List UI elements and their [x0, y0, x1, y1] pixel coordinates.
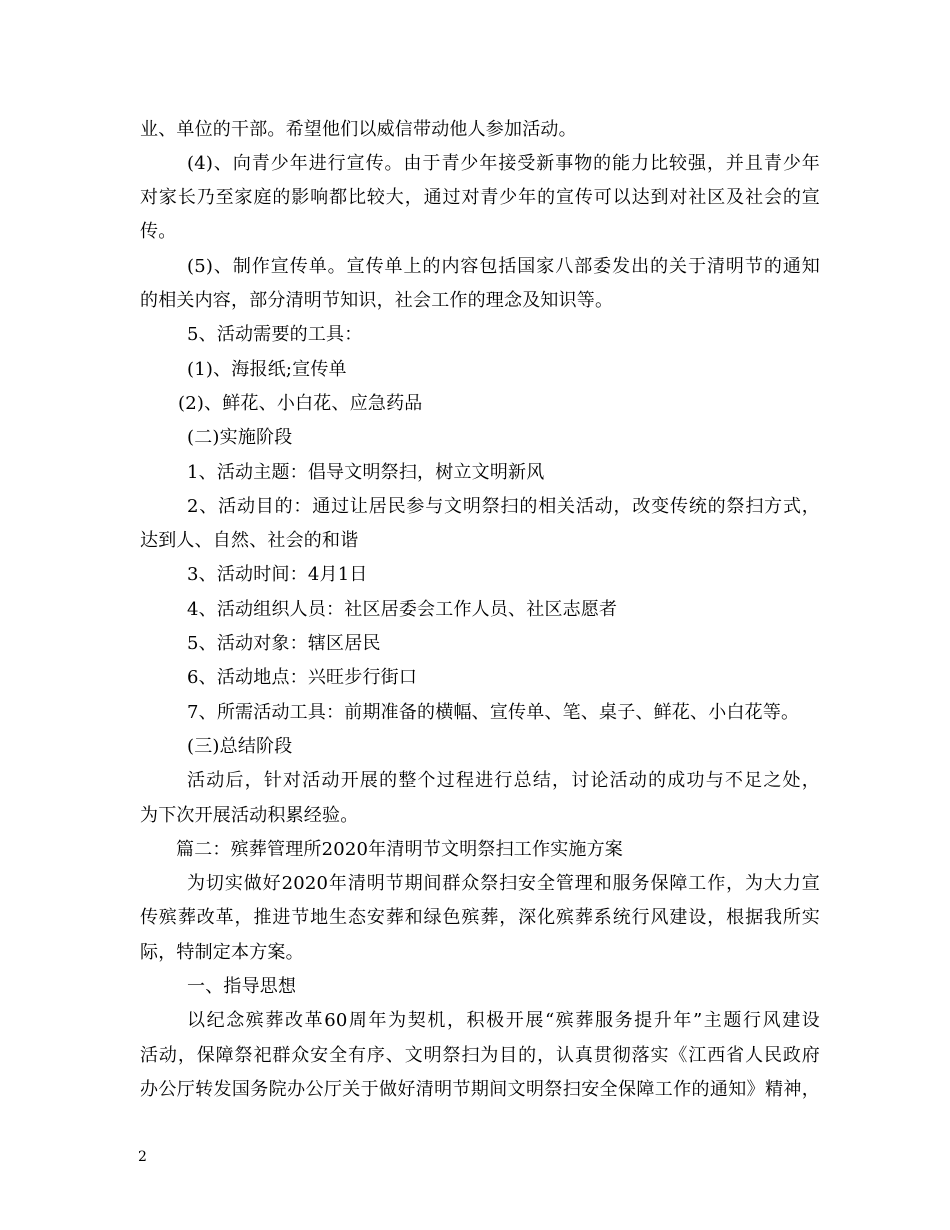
- text-line-18: 7、所需活动工具：前期准备的横幅、宣传单、笔、桌子、鲜花、小白花等。: [187, 702, 800, 723]
- text-line-27: 以纪念殡葬改革60周年为契机，积极开展“殡葬服务提升年”主题行风建设: [187, 1010, 820, 1031]
- page-number: 2: [138, 1149, 147, 1165]
- text-line-7: 5、活动需要的工具：: [187, 324, 363, 345]
- text-line-1: 业、单位的干部。希望他们以威信带动他人参加活动。: [140, 119, 577, 140]
- text-line-10: (二)实施阶段: [187, 427, 293, 448]
- text-line-2: (4)、向青少年进行宣传。由于青少年接受新事物的能力比较强，并且青少年: [187, 153, 820, 174]
- text-line-22: 篇二：殡葬管理所2020年清明节文明祭扫工作实施方案: [176, 839, 624, 860]
- text-line-6: 的相关内容，部分清明节知识，社会工作的理念及知识等。: [140, 290, 614, 311]
- text-line-9: (2)、鲜花、小白花、应急药品: [178, 393, 423, 414]
- text-line-5: (5)、制作宣传单。宣传单上的内容包括国家八部委发出的关于清明节的通知: [187, 256, 820, 277]
- text-line-13: 达到人、自然、社会的和谐: [140, 530, 359, 551]
- text-line-23: 为切实做好2020年清明节期间群众祭扫安全管理和服务保障工作，为大力宣: [187, 873, 820, 894]
- text-line-26: 一、指导思想: [187, 976, 297, 997]
- text-line-16: 5、活动对象：辖区居民: [187, 633, 381, 654]
- text-line-24: 传殡葬改革，推进节地生态安葬和绿色殡葬，深化殡葬系统行风建设，根据我所实: [140, 907, 820, 928]
- text-line-25: 际，特制定本方案。: [140, 942, 304, 963]
- text-line-20: 活动后，针对活动开展的整个过程进行总结，讨论活动的成功与不足之处，: [187, 770, 820, 791]
- text-line-14: 3、活动时间：4月1日: [187, 564, 368, 585]
- text-line-29: 办公厅转发国务院办公厅关于做好清明节期间文明祭扫安全保障工作的通知》精神，: [140, 1079, 820, 1100]
- text-line-12: 2、活动目的：通过让居民参与文明祭扫的相关活动，改变传统的祭扫方式，: [187, 496, 820, 517]
- text-line-17: 6、活动地点：兴旺步行街口: [187, 667, 418, 688]
- text-line-3: 对家长乃至家庭的影响都比较大，通过对青少年的宣传可以达到对社区及社会的宣: [140, 187, 820, 208]
- text-line-15: 4、活动组织人员：社区居委会工作人员、社区志愿者: [187, 599, 618, 620]
- text-line-19: (三)总结阶段: [187, 736, 293, 757]
- text-line-28: 活动，保障祭祀群众安全有序、文明祭扫为目的，认真贯彻落实《江西省人民政府: [140, 1045, 820, 1066]
- text-line-4: 传。: [140, 221, 177, 242]
- text-line-11: 1、活动主题：倡导文明祭扫，树立文明新风: [187, 462, 545, 483]
- text-line-21: 为下次开展活动积累经验。: [140, 805, 359, 826]
- text-line-8: (1)、海报纸;宣传单: [187, 359, 347, 380]
